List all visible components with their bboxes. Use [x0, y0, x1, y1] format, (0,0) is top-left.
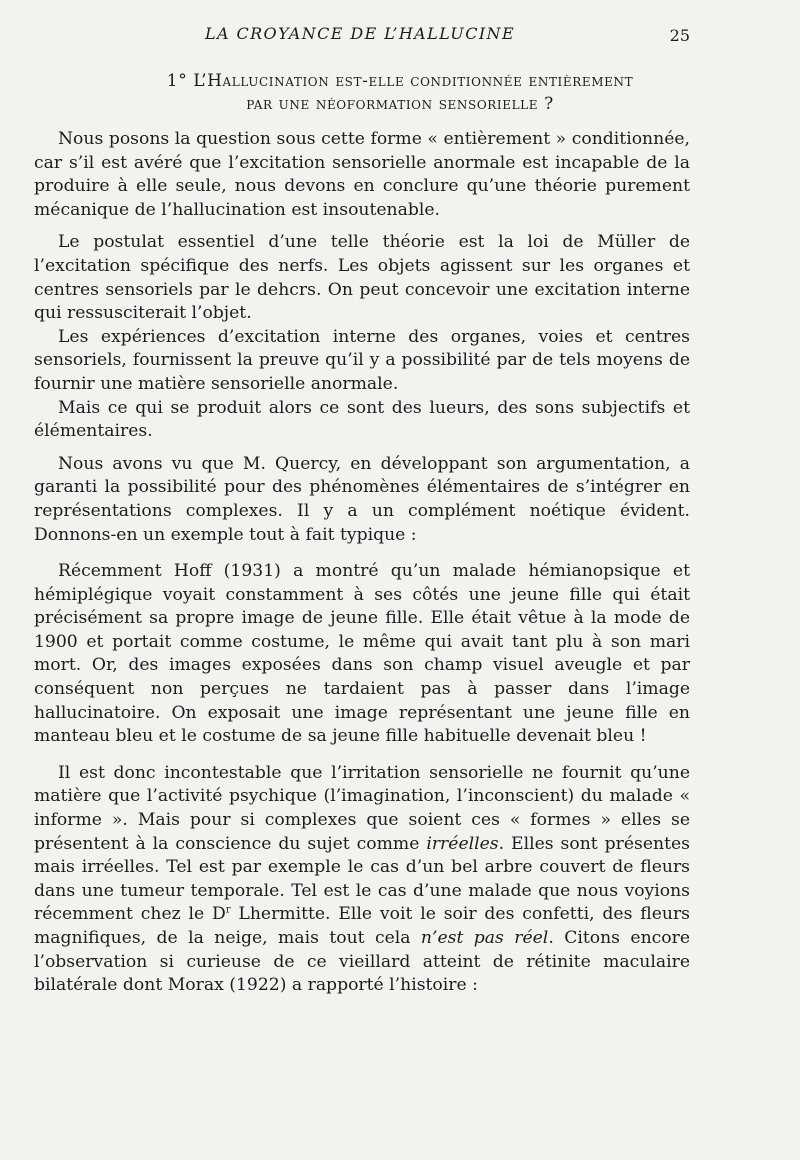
- paragraph-6: Récemment Hoff (1931) a montré qu’un malade hémianopsique et hémiplégique voyait constamment à ses côtés une jeune fille qui était précisément sa propre image de jeune fille. Elle était vêtue à la mode de 1900 et portait comme costume, le même qui avait tant plu à son mari mort. Or, des images exposées dans son champ visuel aveugle et par conséquent non perçues ne tardaient pas à passer dans l’image hallucinatoire. On exposait une image représentant une jeune fille en manteau bleu et le costume de sa jeune fille habituelle devenait bleu !: [34, 561, 690, 747]
- section-heading-line-2: par une néoformation sensorielle ?: [246, 94, 554, 114]
- section-heading-line-1: 1° L’Hallucination est-elle conditionnée entièrement: [166, 71, 634, 91]
- paragraph-5: Nous avons vu que M. Quercy, en développant son argumentation, a garanti la possibilité pour des phénomènes élémentaires de s’intégrer en représentations complexes. Il y a un complément noétique évident. Donnons-en un exemple tout à fait typique :: [34, 453, 690, 545]
- page-number: 25: [669, 26, 690, 45]
- paragraph-4: Mais ce qui se produit alors ce sont des lueurs, des sons subjectifs et élémentaires.: [34, 397, 690, 442]
- paragraph-1: Nous posons la question sous cette forme « entièrement » conditionnée, car s’il est avéré que l’excitation sensorielle anormale est incapable de la produire à elle seule, nous devons en conclure qu’une théorie purement mécanique de l’hallucination est insoutenable.: [34, 129, 690, 220]
- paragraph-7-text-b: . Elles sont présentes mais irréelles. Tel est par exemple le cas d’un bel arbre couvert de fleurs dans une tumeur temporale. Tel est le cas d’une malade que nous voyions récemment chez le D: [34, 833, 690, 925]
- running-head: [0, 24, 800, 48]
- body-text: [34, 128, 690, 998]
- paragraph-2: Le postulat essentiel d’une telle théorie est la loi de Müller de l’excitation spécifique des nerfs. Les objets agissent sur les organes et centres sensoriels par le dehcrs. On peut concevoir une excitation interne qui ressusciterait l’objet.: [34, 232, 690, 324]
- paragraph-7-text-a: Il est donc incontestable que l’irritation sensorielle ne fournit qu’une matière que l’activité psychique (l’imagination, l’inconscient) du malade « informe ». Mais pour si complexes que soient ces « formes » elles se présentent à la conscience du sujet comme: [34, 762, 690, 854]
- section-heading: [40, 70, 760, 116]
- paragraph-7-text-c: Lhermitte. Elle voit le soir des confetti, des fleurs magnifiques, de la neige, mais tout cela: [34, 904, 690, 948]
- paragraph-7-superscript: r: [225, 904, 231, 916]
- paragraph-7-emphasis-nest-pas-reel: n’est pas réel: [420, 928, 549, 948]
- running-title: LA CROYANCE DE L’HALLUCINE: [205, 24, 516, 43]
- paragraph-3: Les expériences d’excitation interne des organes, voies et centres sensoriels, fournissent la preuve qu’il y a possibilité par de tels moyens de fournir une matière sensorielle anormale.: [34, 326, 690, 394]
- paragraph-7-emphasis-irreelles: irréelles: [426, 833, 499, 854]
- paragraph-7: [34, 762, 690, 998]
- paragraph-7-text-d: . Citons encore l’observation si curieuse de ce vieillard atteint de rétinite maculaire bilatérale dont Morax (1922) a rapporté l’histoire :: [34, 928, 690, 996]
